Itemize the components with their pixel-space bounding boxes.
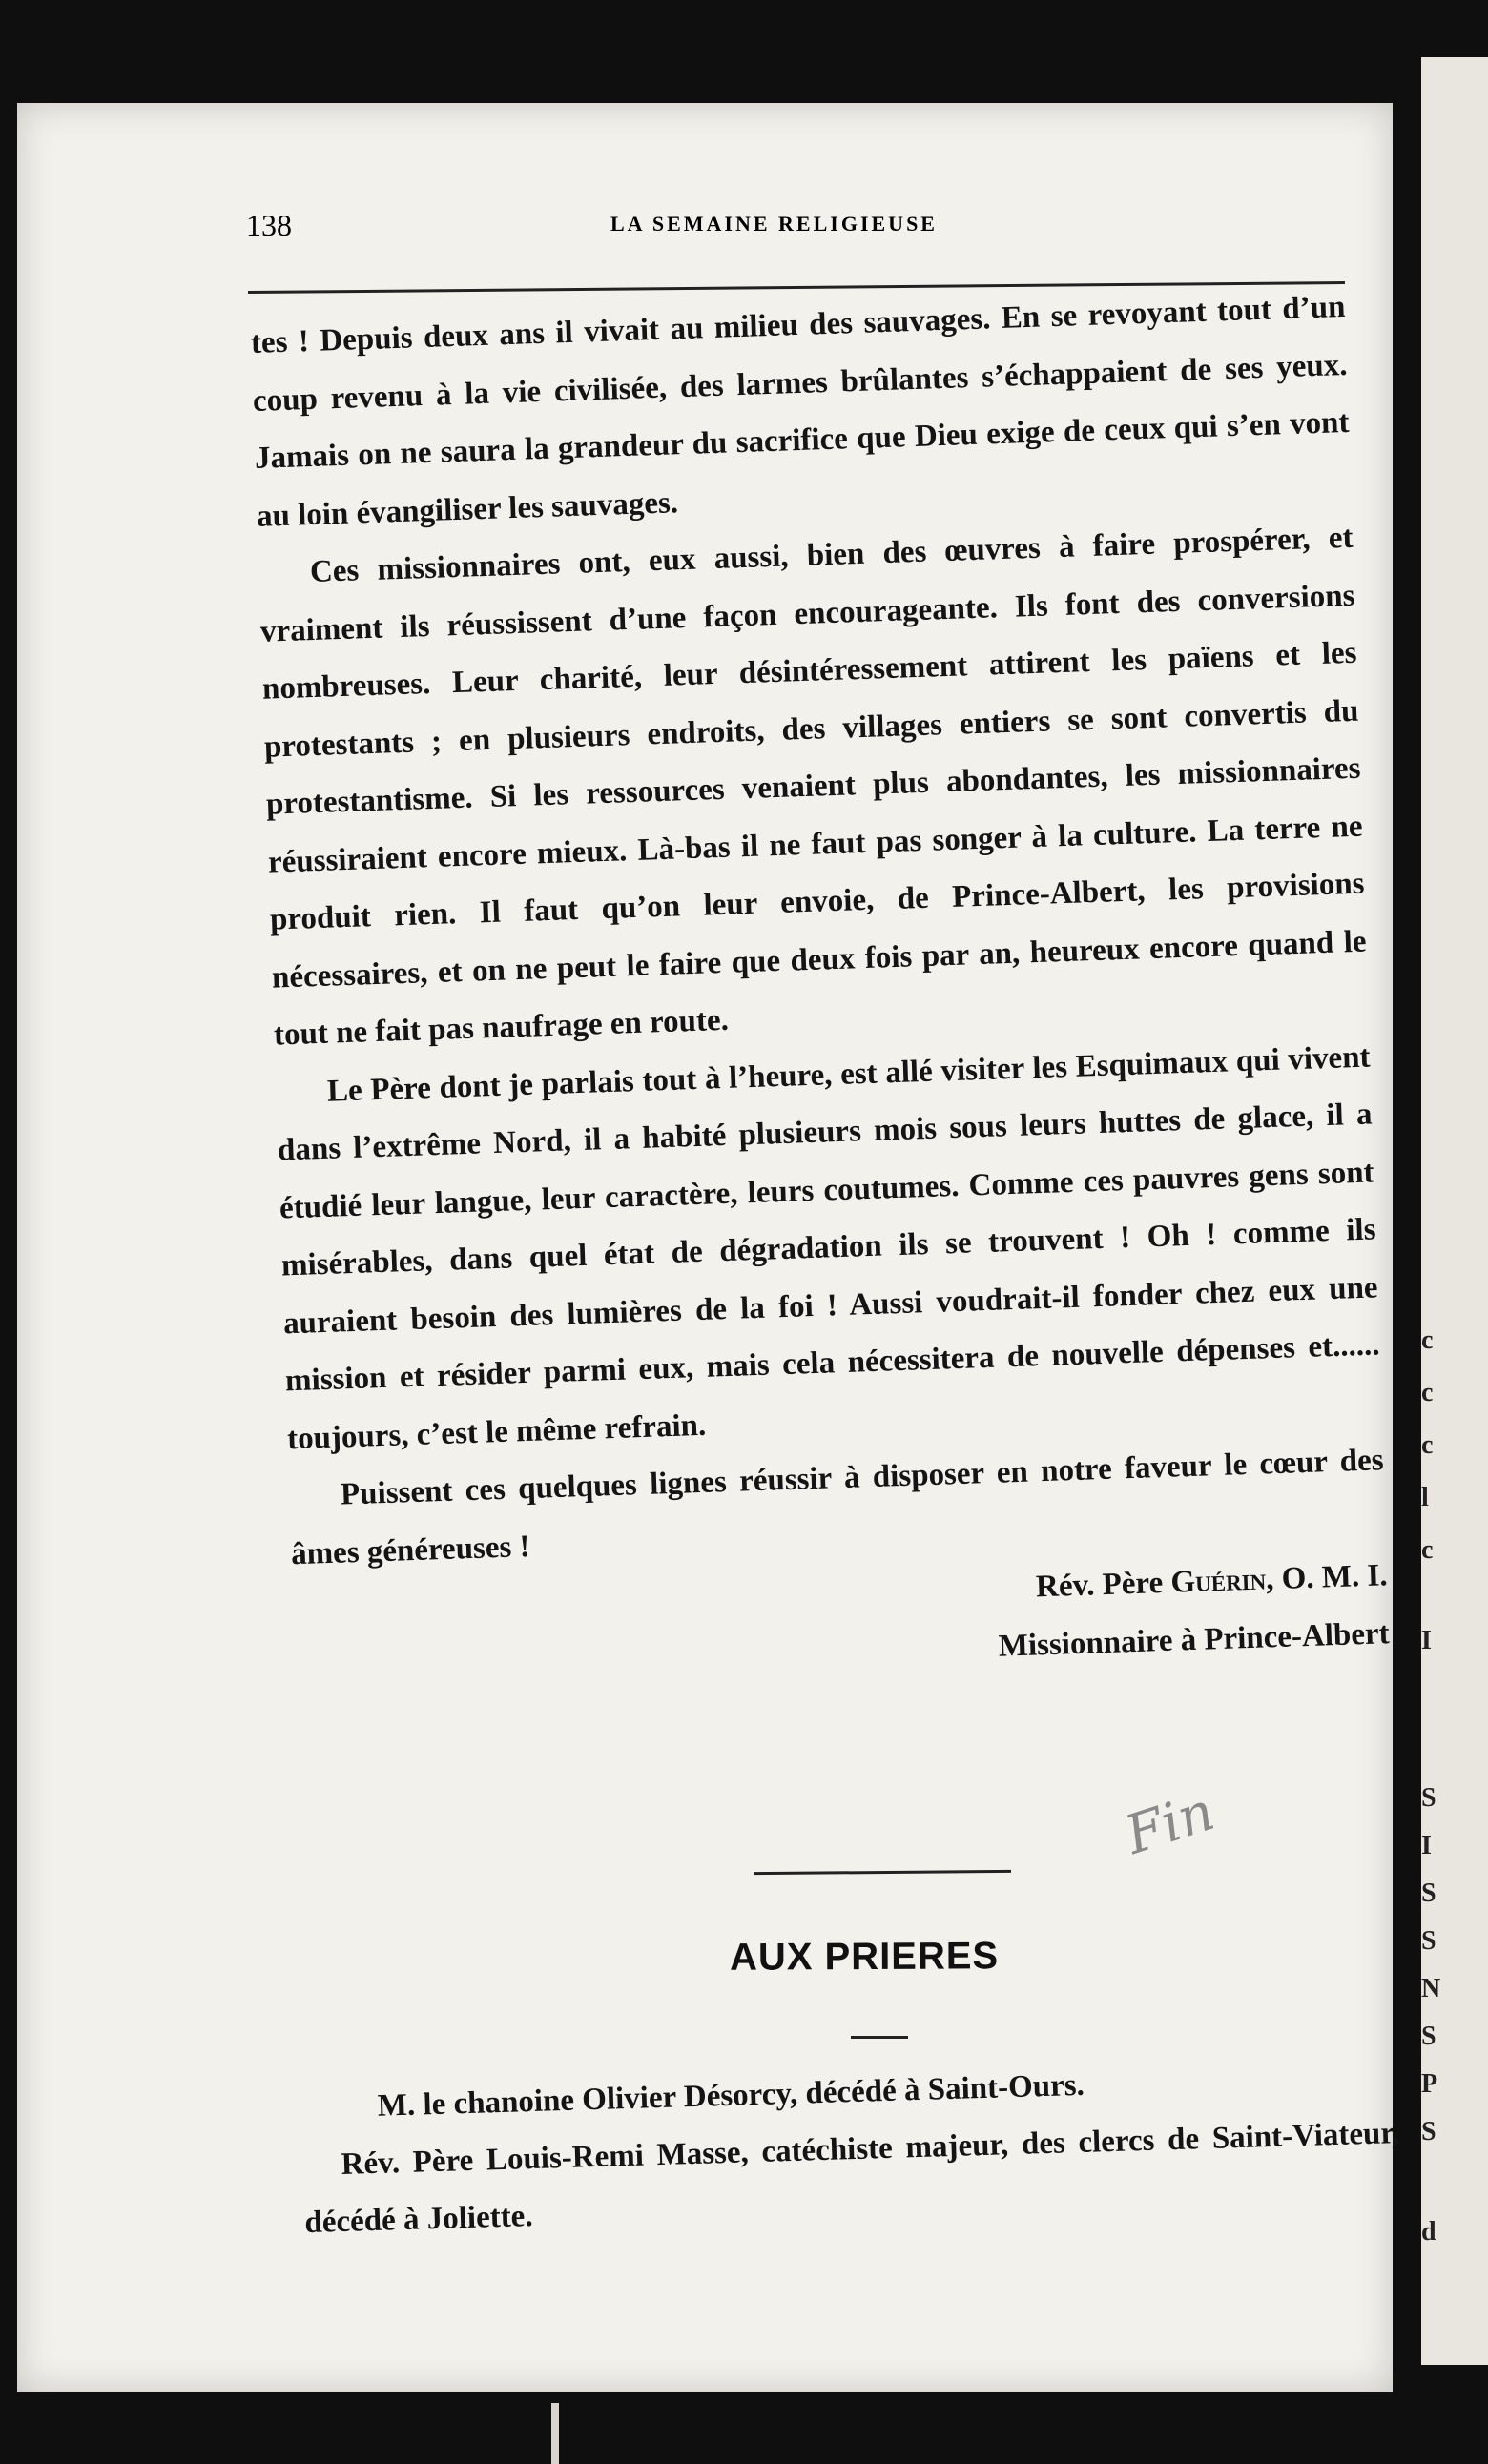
prayer-entry: M. le chanoine Olivier Désorcy, décédé à Saint-Ours. <box>377 2067 1085 2124</box>
prayer-entry: Rév. Père Louis-Remi Masse, catéchiste majeur, des clercs de Saint-Viateur, décédé à Joliette. <box>303 2116 1400 2241</box>
facing-page-edge <box>1421 57 1488 2365</box>
facing-fragment: c <box>1421 1325 1434 1355</box>
facing-fragment: c <box>1421 1430 1434 1460</box>
facing-fragment: S <box>1421 2022 1436 2051</box>
body-paragraph: Le Père dont je parlais tout à l’heure, est allé visiter les Esquimaux qui vivent dans l’extrême Nord, il a habité plusieurs mois sous leurs huttes de glace, il a étudié leur langue, leur caractère, leurs coutumes. Comme ces pauvres gens sont misérables, dans quel état de dégradation ils se trouvent ! Oh ! comme ils auraient besoin des lumières de la foi ! Aussi voudrait-il fonder chez eux une mission et résider parmi eux, mais cela nécessitera de nouvelle dépenses et...... toujours, c’est le même refrain. <box>277 1038 1381 1456</box>
facing-fragment: S <box>1421 1783 1436 1813</box>
signature-title: Missionnaire à Prince-Albert <box>998 1615 1391 1664</box>
facing-fragment: I <box>1421 1831 1432 1860</box>
facing-fragment: S <box>1421 1926 1436 1956</box>
handwritten-note: Fin <box>1118 1780 1222 1867</box>
running-head: LA SEMAINE RELIGIEUSE <box>610 212 938 236</box>
facing-fragment: c <box>1421 1535 1434 1565</box>
signature-suffix: , O. M. I. <box>1265 1558 1389 1597</box>
facing-fragment: N <box>1421 1974 1441 2003</box>
title-underline <box>851 2036 908 2039</box>
signature-prefix: Rév. Père <box>1035 1565 1171 1605</box>
article-body <box>250 278 1391 1698</box>
body-paragraph: tes ! Depuis deux ans il vivait au milieu des sauvages. En se revoyant tout d’un coup revenu à la vie civilisée, des larmes brûlantes s’échappaient de ses yeux. Jamais on ne saura la grandeur du sacrifice que Dieu exige de ceux qui s’en vont au loin évangiliser les sauvages. <box>250 289 1350 534</box>
facing-fragment: S <box>1421 2117 1436 2146</box>
section-title: AUX PRIERES <box>729 1935 1000 1979</box>
facing-fragment: c <box>1421 1378 1434 1407</box>
facing-fragment: P <box>1421 2069 1438 2099</box>
facing-fragment: I <box>1421 1626 1432 1655</box>
body-paragraph: Puissent ces quelques lignes réussir à disposer en notre faveur le cœur des âmes généreuses ! <box>290 1443 1385 1571</box>
scan-artifact <box>551 2403 559 2464</box>
facing-fragment: d <box>1421 2217 1436 2247</box>
facing-fragment: l <box>1421 1483 1429 1512</box>
signature-name: Guérin <box>1169 1562 1267 1600</box>
prayer-list <box>303 2047 1402 2250</box>
page-number: 138 <box>246 208 292 242</box>
body-paragraph: Ces missionnaires ont, eux aussi, bien des œuvres à faire prospérer, et vraiment ils réussissent d’une façon encourageante. Ils font des conversions nombreuses. Leur charité, leur désintéressement attirent les païens et les protestants ; en plusieurs endroits, des villages entiers se sont convertis du protestantisme. Si les ressources venaient plus abondantes, les missionnaires réussiraient encore mieux. Là-bas il ne faut pas songer à la culture. La terre ne produit rien. Il faut qu’on leur envoie, de Prince-Albert, les provisions nécessaires, et on ne peut le faire que deux fois par an, heureux encore quand le tout ne fait pas naufrage en route. <box>259 520 1368 1053</box>
facing-fragment: S <box>1421 1879 1436 1908</box>
